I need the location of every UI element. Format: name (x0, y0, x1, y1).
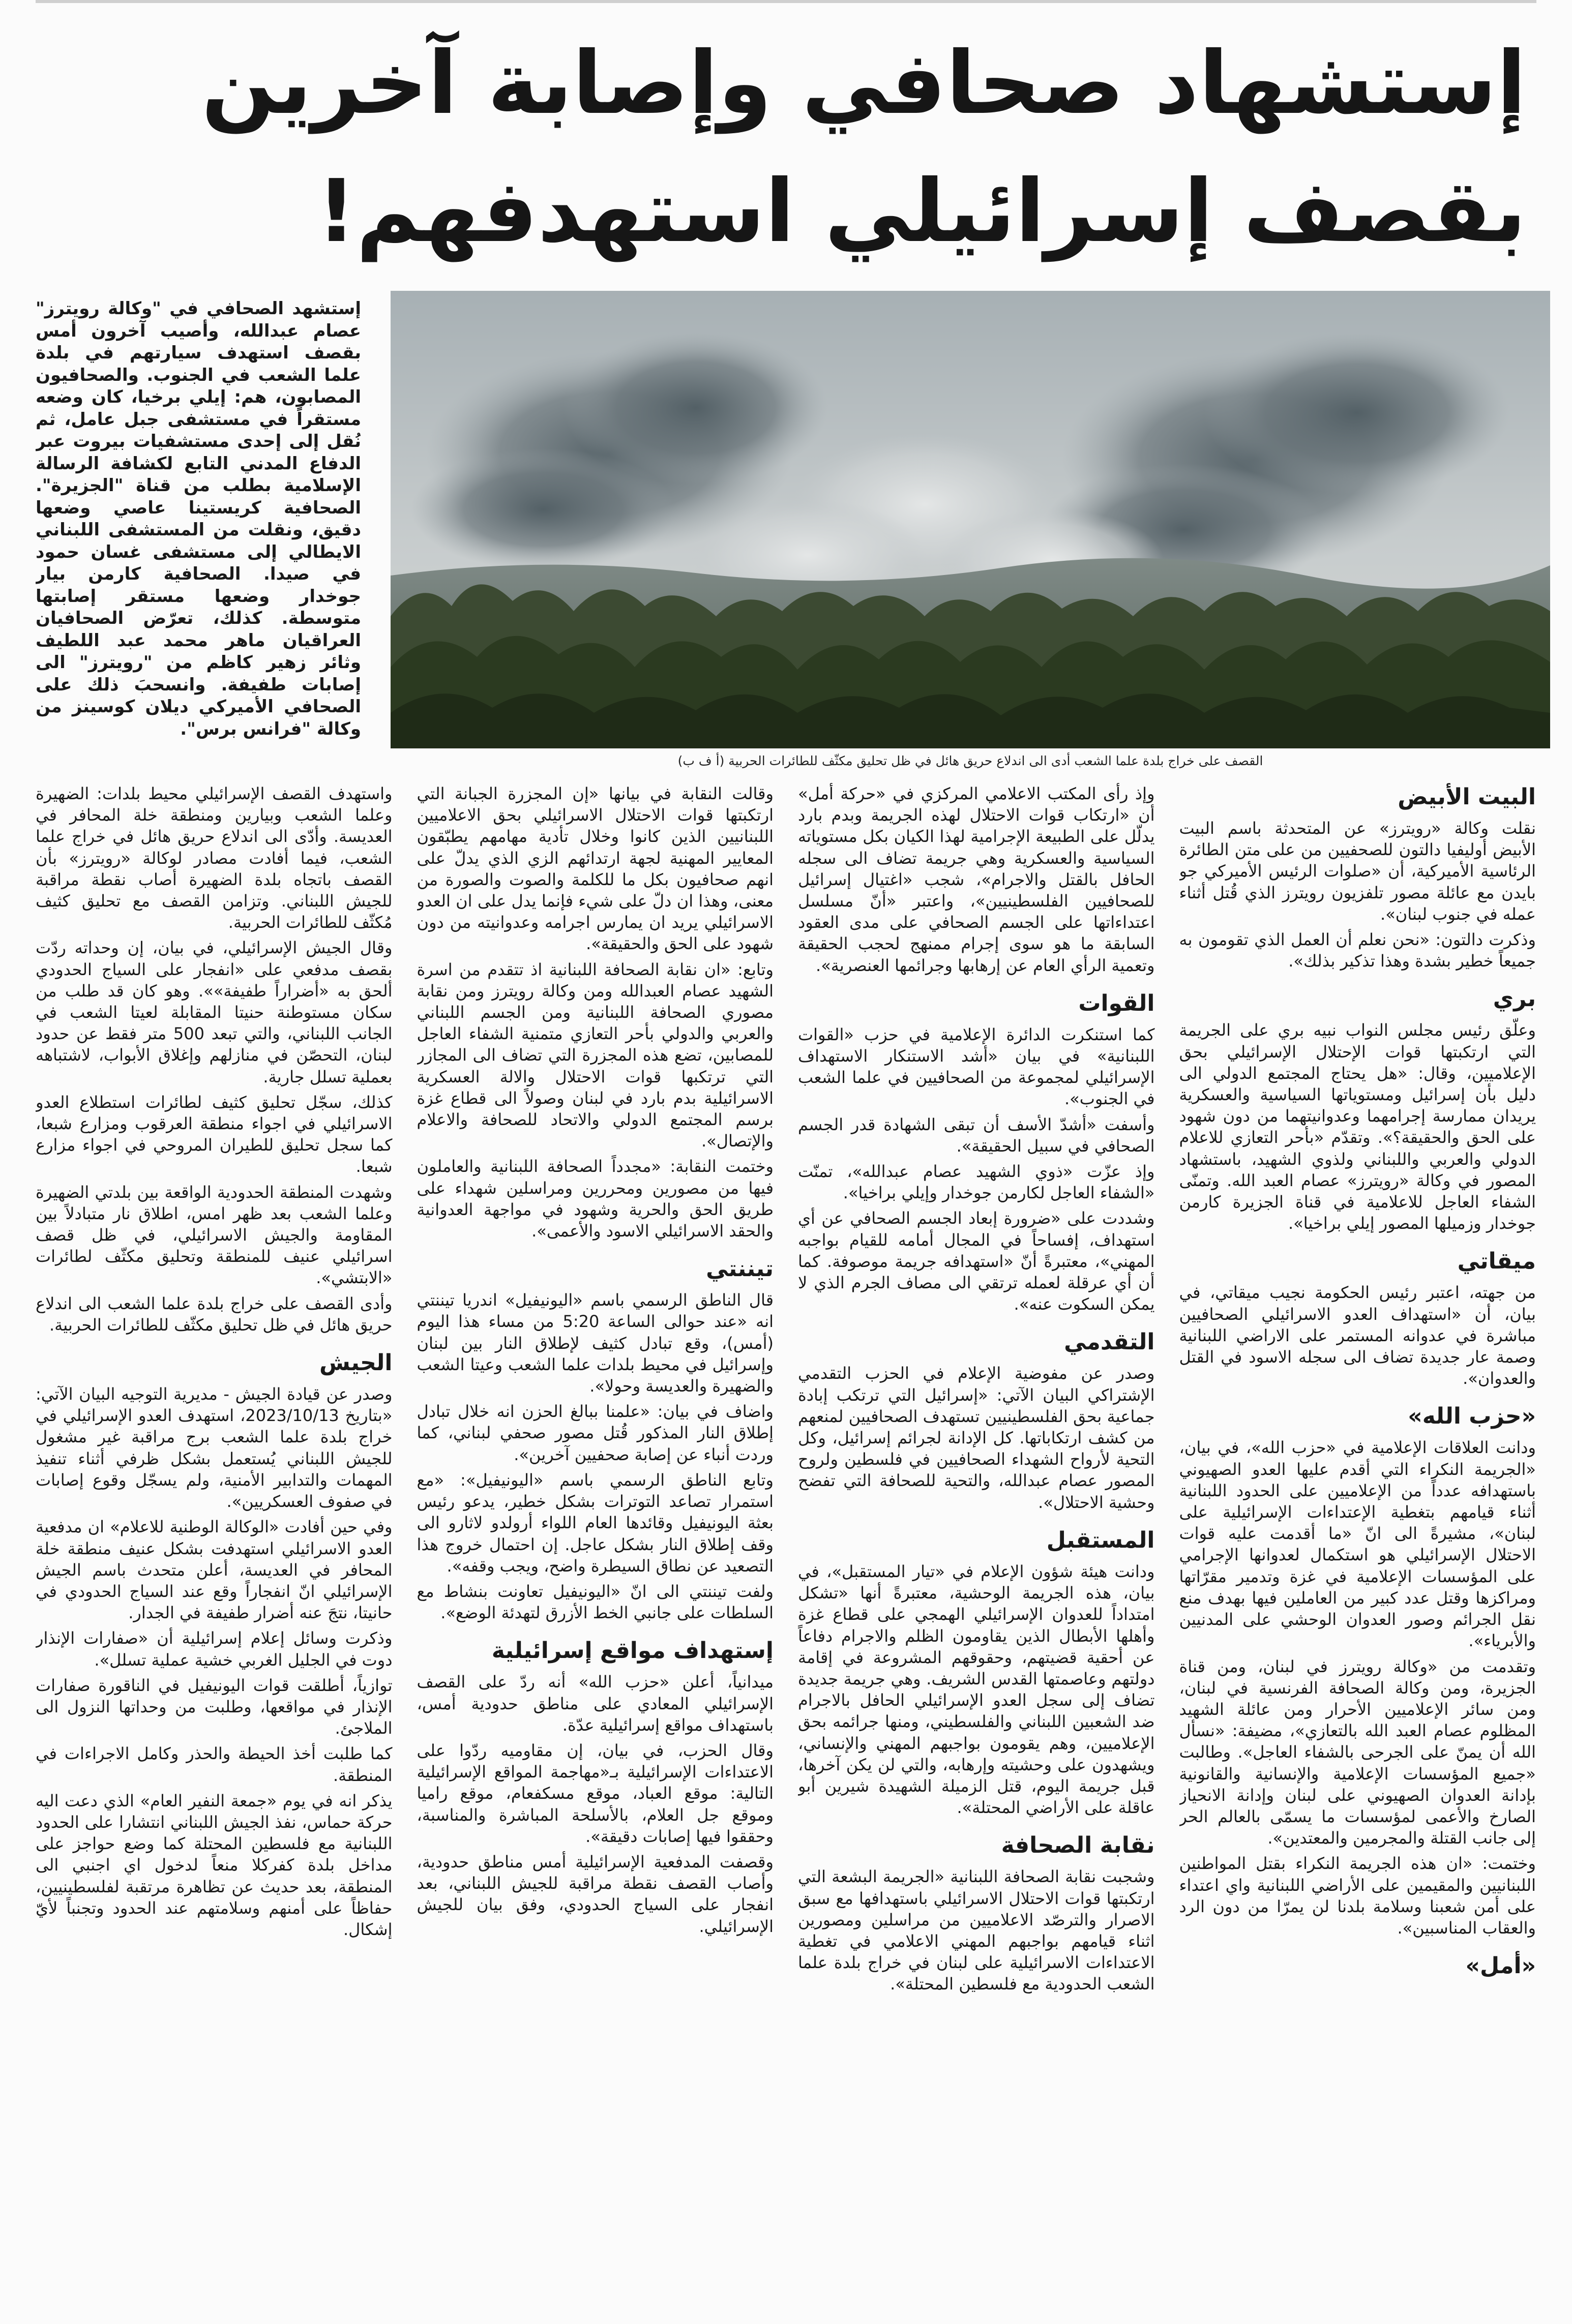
section-heading-berri: بري (1493, 986, 1536, 1012)
article-column-2 (798, 783, 1155, 2308)
photo-illustration (391, 291, 1550, 748)
paragraph: وشددت على «ضرورة إبعاد الجسم الصحافي عن أي استهداف، إفساحاً في المجال أمامه للقيام بواجبه المهني»، معتبرةً أنّ «استهدافه جريمة موصوفة. كما أن أي عرقلة لعمله ترتقي الى مصاف الجرم الذي لا يمكن السكوت عنه». (798, 1209, 1155, 1314)
smoke-over-trees-photo (391, 291, 1550, 748)
paragraph: قال الناطق الرسمي باسم «اليونيفيل» اندريا تيننتي انه «عند حوالى الساعة 5:20 من مساء هذا اليوم (أمس)، وقع تبادل كثيف لإطلاق النار بين لبنان وإسرائيل في محيط بلدات علما الشعب وعيتا الشعب والضهيرة والعديسة وحولا». (417, 1290, 774, 1396)
paragraph: وإذ عزّت «ذوي الشهيد عصام عبدالله»، تمنّت «الشفاء العاجل لكارمن جوخدار وإيلي براخيا». (798, 1162, 1155, 1203)
paragraph: يذكر انه في يوم «جمعة النفير العام» الذي دعت اليه حركة حماس، نفذ الجيش اللبناني انتشارا على الحدود اللبنانية مع فلسطين المحتلة كما وضع حواجز على مداخل بلدة كفركلا منعاً لدخول اي اجنبي الى المنطقة، بعد حديث عن تظاهرة مرتقبة لفلسطينيين، حفاظاً على أمنهم وسلامتهم عند الحدود وتجنباً لأيّ إشكال. (36, 1791, 393, 1939)
section-heading-mikati: ميقاتي (1457, 1248, 1536, 1275)
paragraph: ميدانياً، أعلن «حزب الله» أنه ردّ على القصف الإسرائيلي المعادي على مناطق حدودية أمس، باستهداف مواقع إسرائيلية عدّة. (417, 1672, 774, 1735)
top-rule (36, 0, 1536, 3)
paragraph: وأدى القصف على خراج بلدة علما الشعب الى اندلاع حريق هائل في ظل تحليق مكثّف للطائرات الحربية. (36, 1293, 393, 1335)
lead-paragraph: إستشهد الصحافي في "وكالة رويترز" عصام عبدالله، وأصيب آخرون أمس بقصف استهدف سيارتهم في بلدة علما الشعب في الجنوب. والصحافيون المصابون، هم: إيلي برخيا، كان وضعه مستقراً في مستشفى جبل عامل، ثم نُقل إلى إحدى مستشفيات بيروت عبر الدفاع المدني التابع لكشافة الرسالة الإسلامية بطلب من قناة "الجزيرة". الصحافية كريستينا عاصي وضعها دقيق، ونقلت من المستشفى اللبناني الايطالي إلى مستشفى غسان حمود في صيدا. الصحافية كارمن بيار جوخدار وضعها مستقر إصابتها متوسطة. كذلك، تعرّض الصحافيان العراقيان ماهر محمد عبد اللطيف وثائر زهير كاظم من "رويترز" الى إصابات طفيفة. وانسحبَ ذلك على الصحافي الأميركي ديلان كوسينز من وكالة "فرانس برس". (36, 298, 361, 739)
article-column-4 (36, 783, 393, 2308)
section-heading-tenenti: تيننتي (706, 1256, 774, 1282)
paragraph: وقالت النقابة في بيانها «إن المجزرة الجبانة التي ارتكبتها قوات الاحتلال الاسرائيلي بحق الاعلاميين اللبنانيين الذين كانوا وخلال تأدية مهامهم يطبّقون المعايير المهنية لجهة ارتدائهم الزي الذي يدلّ على انهم صحافيون بكل ما للكلمة والصوت والصورة من معنى، وهذا ان دلّ على شيء فإنما يدل على ان العدو الاسرائيلي يريد ان يمارس اجرامه وعدوانيته من دون شهود على الحق والحقيقة». (417, 784, 774, 954)
paragraph: وذكرت دالتون: «نحن نعلم أن العمل الذي تقومون به جميعاً خطير بشدة وهذا تذكير بذلك». (1179, 930, 1536, 971)
paragraph: من جهته، اعتبر رئيس الحكومة نجيب ميقاتي، في بيان، أن «استهداف العدو الاسرائيلي الصحافيين مباشرة في عدوانه المستمر على الاراضي اللبنانية وصمة عار جديدة تضاف الى سجله الاسود في القتل والعدوان». (1179, 1283, 1536, 1389)
paragraph: كما استنكرت الدائرة الإعلامية في حزب «القوات اللبنانية» في بيان «أشد الاستنكار الاستهداف الإسرائيلي لمجموعة من الصحافيين في علما الشعب في الجنوب». (798, 1024, 1155, 1109)
section-heading-future: المستقبل (1046, 1527, 1155, 1553)
paragraph: ولفت تيننتي الى انّ «اليونيفيل تعاونت بنشاط مع السلطات على جانبي الخط الأزرق لتهدئة الوضع». (417, 1581, 774, 1623)
section-heading-progressive: التقدمي (1064, 1329, 1155, 1355)
paragraph: وأسفت «أشدّ الأسف أن تبقى الشهادة قدر الجسم الصحافي في سبيل الحقيقة». (798, 1114, 1155, 1156)
paragraph: وقال الجيش الإسرائيلي، في بيان، إن وحداته ردّت بقصف مدفعي على «انفجار على السياج الحدودي ألحق به «أضراراً طفيفة»». وهو كان قد طلب من سكان مستوطنة حنيتا المقابلة لعيتا الشعب في الجانب اللبناني، والتي تبعد 500 متر فقط عن حدود لبنان، التحصّن في منازلهم وإغلاق الأبواب، لاشتباهه بعملية تسلل جارية. (36, 938, 393, 1086)
paragraph: توازياً، أطلقت قوات اليونيفيل في الناقورة صفارات الإنذار في مواقعها، وطلبت من وحداتها النزول الى الملاجئ. (36, 1675, 393, 1738)
section-heading-syndicate: نقابة الصحافة (1001, 1832, 1155, 1859)
article-column-1 (1179, 783, 1536, 2308)
paragraph: وشجبت نقابة الصحافة اللبنانية «الجريمة البشعة التي ارتكبتها قوات الاحتلال الاسرائيلي باستهدافها مع سبق الاصرار والترصّد الاعلاميين من مراسلين ومصورين اثناء قيامهم بواجبهم المهني الاعلامي في تغطية الاعتداءات الاسرائيلية على لبنان في خراج بلدة علما الشعب الحدودية مع فلسطين المحتلة». (798, 1867, 1155, 1994)
section-heading-white-house: البيت الأبيض (1398, 784, 1536, 810)
section-heading-lf: القوات (1078, 990, 1155, 1016)
article-column-3 (417, 783, 774, 2308)
article-columns (36, 783, 1536, 2308)
section-heading-amal: «أمل» (1465, 1953, 1536, 1979)
paragraph: كذلك، سجّل تحليق كثيف لطائرات استطلاع العدو الاسرائيلي في اجواء منطقة العرقوب ومزارع شبعا، كما سجل تحليق للطيران المروحي في اجواء مزارع شبعا. (36, 1092, 393, 1176)
paragraph: كما طلبت أخذ الحيطة والحذر وكامل الاجراءات في المنطقة. (36, 1744, 393, 1785)
paragraph: وصدر عن قيادة الجيش - مديرية التوجيه البيان الآتي: «بتاريخ 2023/10/13، استهدف العدو الإسرائيلي في خراج بلدة علما الشعب برج مراقبة غير مشغول للجيش اللبناني يُستعمل بشكل ظرفي أثناء تنفيذ المهمات والتدابير الأمنية، ولم يسجّل وقوع إصابات في صفوف العسكريين». (36, 1384, 393, 1512)
paragraph: واستهدف القصف الإسرائيلي محيط بلدات: الضهيرة وعلما الشعب وبيارين ومنطقة خلة المحافر في العديسة. وأدّى الى اندلاع حريق هائل في خراج علما الشعب، فيما أفادت مصادر لوكالة «رويترز» بأن القصف باتجاه بلدة الضهيرة أصاب نقطة مراقبة للجيش اللبناني. وتزامن القصف مع تحليق كثيف مُكثّف للطائرات الحربية. (36, 784, 393, 932)
paragraph: وتقدمت من «وكالة رويترز في لبنان، ومن قناة الجزيرة، ومن وكالة الصحافة الفرنسية في لبنان، ومن سائر الإعلاميين الأحرار ومن عائلة الشهيد المظلوم عصام العبد الله بالتعازي»، مضيفة: «نسأل الله أن يمنّ على الجرحى بالشفاء العاجل». وطالبت «جميع المؤسسات الإعلامية والإنسانية والقانونية بإدانة العدوان الصهيوني على لبنان وإدانة الانحياز الصارخ والأعمى لمؤسسات ما يسمّى بالعالم الحر إلى جانب القتلة والمجرمين والمعتدين». (1179, 1656, 1536, 1848)
paragraph: وقصفت المدفعية الإسرائيلية أمس مناطق حدودية، وأصاب القصف نقطة مراقبة للجيش اللبناني، بعد انفجار على السياج الحدودي، وفق بيان للجيش الإسرائيلي. (417, 1852, 774, 1936)
paragraph: وصدر عن مفوضية الإعلام في الحزب التقدمي الإشتراكي البيان الآتي: «إسرائيل التي ترتكب إبادة جماعية بحق الفلسطينيين تستهدف الصحافيين لمنعهم من كشف ارتكاباتها. كل الإدانة لجرائم إسرائيل، وكل التحية لأرواح الشهداء الصحافيين في فلسطين ولروح المصور عصام عبدالله، والتحية للصحافة التي تفضح وحشية الاحتلال». (798, 1364, 1155, 1512)
photo-caption: القصف على خراج بلدة علما الشعب أدى الى اندلاع حريق هائل في ظل تحليق مكثّف للطائرات الحربية (أ ف ب) (677, 753, 1263, 768)
paragraph: وختمت النقابة: «مجدداً الصحافة اللبنانية والعاملون فيها من مصورين ومحررين ومراسلين شهداء على طريق الحق والحرية وشهود في مواجهة العدوانية والحقد الاسرائيلي الاسود والأعمى». (417, 1157, 774, 1241)
paragraph: وعلّق رئيس مجلس النواب نبيه بري على الجريمة التي ارتكبتها قوات الإحتلال الإسرائيلي بحق الإعلاميين، وقال: «هل يحتاج المجتمع الدولي الى دليل بأن إسرائيل ومستوياتها السياسية والعسكرية يريدان ممارسة إجرامهما وعدوانيتهما من دون شهود على الحق والحقيقة؟». وتقدّم «بأحر التعازي للاعلام الدولي والعربي واللبناني ولذوي الشهيد، باستشهاد المصور في وكالة «رويترز» عصام العبد الله. وتمنّى الشفاء العاجل للاعلامية في قناة الجزيرة كارمن جوخدار وزميلها المصور إيلي براخيا». (1179, 1020, 1536, 1233)
paragraph: وإذ رأى المكتب الاعلامي المركزي في «حركة أمل» أن «ارتكاب قوات الاحتلال لهذه الجريمة وبدم بارد يدلّل على الطبيعة الإجرامية لهذا الكيان بكل مستوياته السياسية والعسكرية وهي جريمة تضاف الى سجله الحافل بالقتل والاجرام»، شجب «اغتيال إسرائيل للصحافيين الفلسطينيين»، واعتبر «أنّ مسلسل اعتداءاتها على الجسم الصحافي على مدى العقود السابقة ما هو سوى إجرام ممنهج لحجب الحقيقة وتعمية الرأي العام عن إرهابها وجرائمها العنصرية». (798, 784, 1155, 975)
paragraph: ودانت العلاقات الإعلامية في «حزب الله»، في بيان، «الجريمة النكراء التي أقدم عليها العدو الصهيوني باستهدافه عدداً من الإعلاميين على الحدود اللبنانية أثناء قيامهم بتغطية الإعتداءات الإسرائيلية على لبنان»، مشيرةً الى انّ «ما أقدمت عليه قوات الاحتلال الإسرائيلي هو استكمال لعدوانها الإجرامي على المؤسسات الإعلامية في غزة وتدمير مقرّاتها ومراكزها وقتل عدد كبير من العاملين فيها بهدف منع نقل الجرائم وصور العدوان الوحشي على المدنيين والأبرياء». (1179, 1438, 1536, 1651)
section-heading-targeting: إستهداف مواقع إسرائيلية (491, 1638, 774, 1664)
headline: إستشهاد صحافي وإصابة آخرين بقصف إسرائيلي استهدفهم! (201, 33, 1526, 262)
paragraph: وشهدت المنطقة الحدودية الواقعة بين بلدتي الضهيرة وعلما الشعب بعد ظهر امس، اطلاق نار متبادلاً بين المقاومة والجيش الاسرائيلي، في ظل قصف اسرائيلي عنيف للمنطقة وتحليق مكثّف لطائرات «الابتشي». (36, 1182, 393, 1288)
paragraph: وفي حين أفادت «الوكالة الوطنية للاعلام» ان مدفعية العدو الاسرائيلي استهدفت بشكل عنيف منطقة خلة المحافر في العديسة، أعلن متحدث باسم الجيش الإسرائيلي انّ انفجاراً وقع عند السياج الحدودي في حانيتا، نتجَ عنه أضرار طفيفة في الجدار. (36, 1517, 393, 1623)
paragraph: ودانت هيئة شؤون الإعلام في «تيار المستقبل»، في بيان، هذه الجريمة الوحشية، معتبرةً أنها «تشكل امتداداً للعدوان الإسرائيلي الهمجي على قطاع غزة وأهلها الأبطال الذين يقاومون الظلم والاجرام دفاعاً عن أحقية قضيتهم، وحقوقهم المشروعة في إقامة دولتهم وعاصمتها القدس الشريف. وهي جريمة جديدة تضاف إلى سجل العدو الإسرائيلي الحافل بالاجرام ضد الشعبين اللبناني والفلسطيني، ومنها جرائمه بحق الإعلاميين، وهم يقومون بواجبهم المهني والإنساني، ويشهدون على وحشيته وإرهابه، والتي لن يكن آخرها، قبل جريمة اليوم، قتل الزميلة الشهيدة شيرين أبو عاقلة على الأراضي المحتلة». (798, 1561, 1155, 1818)
paragraph: وذكرت وسائل إعلام إسرائيلية أن «صفارات الإنذار دوت في الجليل الغربي خشية عملية تسلل». (36, 1628, 393, 1670)
paragraph: وختمت: «ان هذه الجريمة النكراء بقتل المواطنين اللبنانيين والمقيمين على الأراضي اللبنانية واي اعتداء على أمن شعبنا وسلامة بلدنا لن يمرّا من دون الرد والعقاب المناسبين». (1179, 1854, 1536, 1938)
section-heading-hezbollah: «حزب الله» (1408, 1403, 1536, 1430)
section-heading-army: الجيش (319, 1350, 393, 1376)
paragraph: وتابع الناطق الرسمي باسم «اليونيفيل»: «مع استمرار تصاعد التوترات بشكل خطير، يدعو رئيس بعثة اليونيفيل وقائدها العام اللواء أرولدو لاثارو الى وقف إطلاق النار بشكل عاجل. إن احتمال خروج هذا التصعيد عن نطاق السيطرة واضح، ويجب وقفه». (417, 1470, 774, 1576)
paragraph: واضاف في بيان: «علمنا ببالغ الحزن انه خلال تبادل إطلاق النار المذكور قُتل مصور صحفي لبناني، كما وردت أنباء عن إصابة صحفيين آخرين». (417, 1402, 774, 1464)
paragraph: وتابع: «ان نقابة الصحافة اللبنانية اذ تتقدم من اسرة الشهيد عصام العبدالله ومن وكالة رويترز ومن نقابة مصوري الصحافة اللبنانية ومن الجسم اللبناني والعربي والدولي بأحر التعازي متمنية الشفاء العاجل للمصابين، تضع هذه المجزرة التي تضاف الى المجازر التي ترتكبها قوات الاحتلال والالة العسكرية الاسرائيلية بدم بارد في لبنان وصولاً الى قطاع غزة برسم المجتمع الدولي والاتحاد للصحافة والاعلام والإتصال». (417, 959, 774, 1151)
paragraph: نقلت وكالة «رويترز» عن المتحدثة باسم البيت الأبيض أوليفيا دالتون للصحفيين من على متن الطائرة الرئاسية الأميركية، أن «صلوات الرئيس الأميركي جو بايدن مع عائلة مصور تلفزيون رويترز الذي قُتل أثناء عمله في جنوب لبنان». (1179, 819, 1536, 924)
paragraph: وقال الحزب، في بيان، إن مقاوميه ردّوا على الاعتداءات الإسرائيلية بـ«مهاجمة المواقع الإسرائيلية التالية: موقع العباد، موقع مسكفعام، موقع راميا وموقع جل العلام، بالأسلحة المباشرة والمناسبة، وحققوا فيها إصابات دقيقة». (417, 1740, 774, 1846)
